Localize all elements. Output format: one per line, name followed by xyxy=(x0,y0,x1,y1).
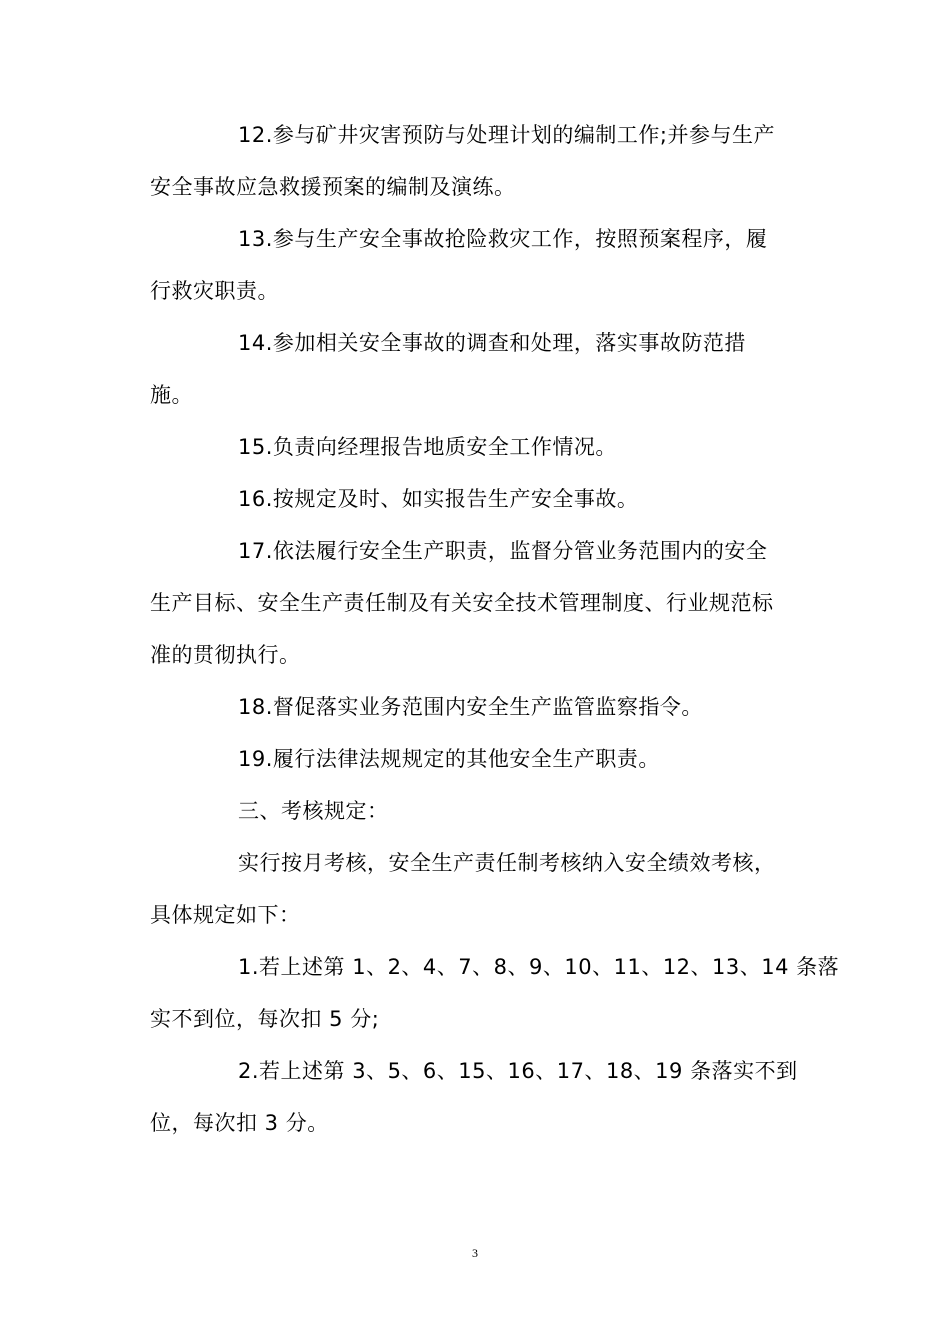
page-number: 3 xyxy=(472,1246,478,1260)
rule-2-line-1: 2.若上述第 3、5、6、15、16、17、18、19 条落实不到 xyxy=(238,1059,798,1083)
item-13-line-2: 行救灾职责。 xyxy=(150,279,279,303)
item-14-line-1: 14.参加相关安全事故的调查和处理，落实事故防范措 xyxy=(238,331,746,355)
assessment-intro-line-2: 具体规定如下： xyxy=(150,903,301,927)
item-19: 19.履行法律法规规定的其他安全生产职责。 xyxy=(238,747,660,771)
assessment-intro-line-1: 实行按月考核，安全生产责任制考核纳入安全绩效考核， xyxy=(238,851,776,875)
item-17-line-2: 生产目标、安全生产责任制及有关安全技术管理制度、行业规范标 xyxy=(150,591,774,615)
rule-1-line-2: 实不到位，每次扣 5 分; xyxy=(150,1007,380,1031)
item-14-line-2: 施。 xyxy=(150,383,193,407)
item-15: 15.负责向经理报告地质安全工作情况。 xyxy=(238,435,617,459)
item-13-line-1: 13.参与生产安全事故抢险救灾工作，按照预案程序，履 xyxy=(238,227,768,251)
rule-2-line-2: 位，每次扣 3 分。 xyxy=(150,1111,329,1135)
section-heading-assessment: 三、考核规定： xyxy=(238,799,389,823)
item-12-line-1: 12.参与矿井灾害预防与处理计划的编制工作;并参与生产 xyxy=(238,123,775,147)
rule-1-line-1: 1.若上述第 1、2、4、7、8、9、10、11、12、13、14 条落 xyxy=(238,955,840,979)
item-12-line-2: 安全事故应急救援预案的编制及演练。 xyxy=(150,175,516,199)
item-16: 16.按规定及时、如实报告生产安全事故。 xyxy=(238,487,639,511)
item-17-line-3: 准的贯彻执行。 xyxy=(150,643,301,667)
item-18: 18.督促落实业务范围内安全生产监管监察指令。 xyxy=(238,695,703,719)
item-17-line-1: 17.依法履行安全生产职责，监督分管业务范围内的安全 xyxy=(238,539,768,563)
